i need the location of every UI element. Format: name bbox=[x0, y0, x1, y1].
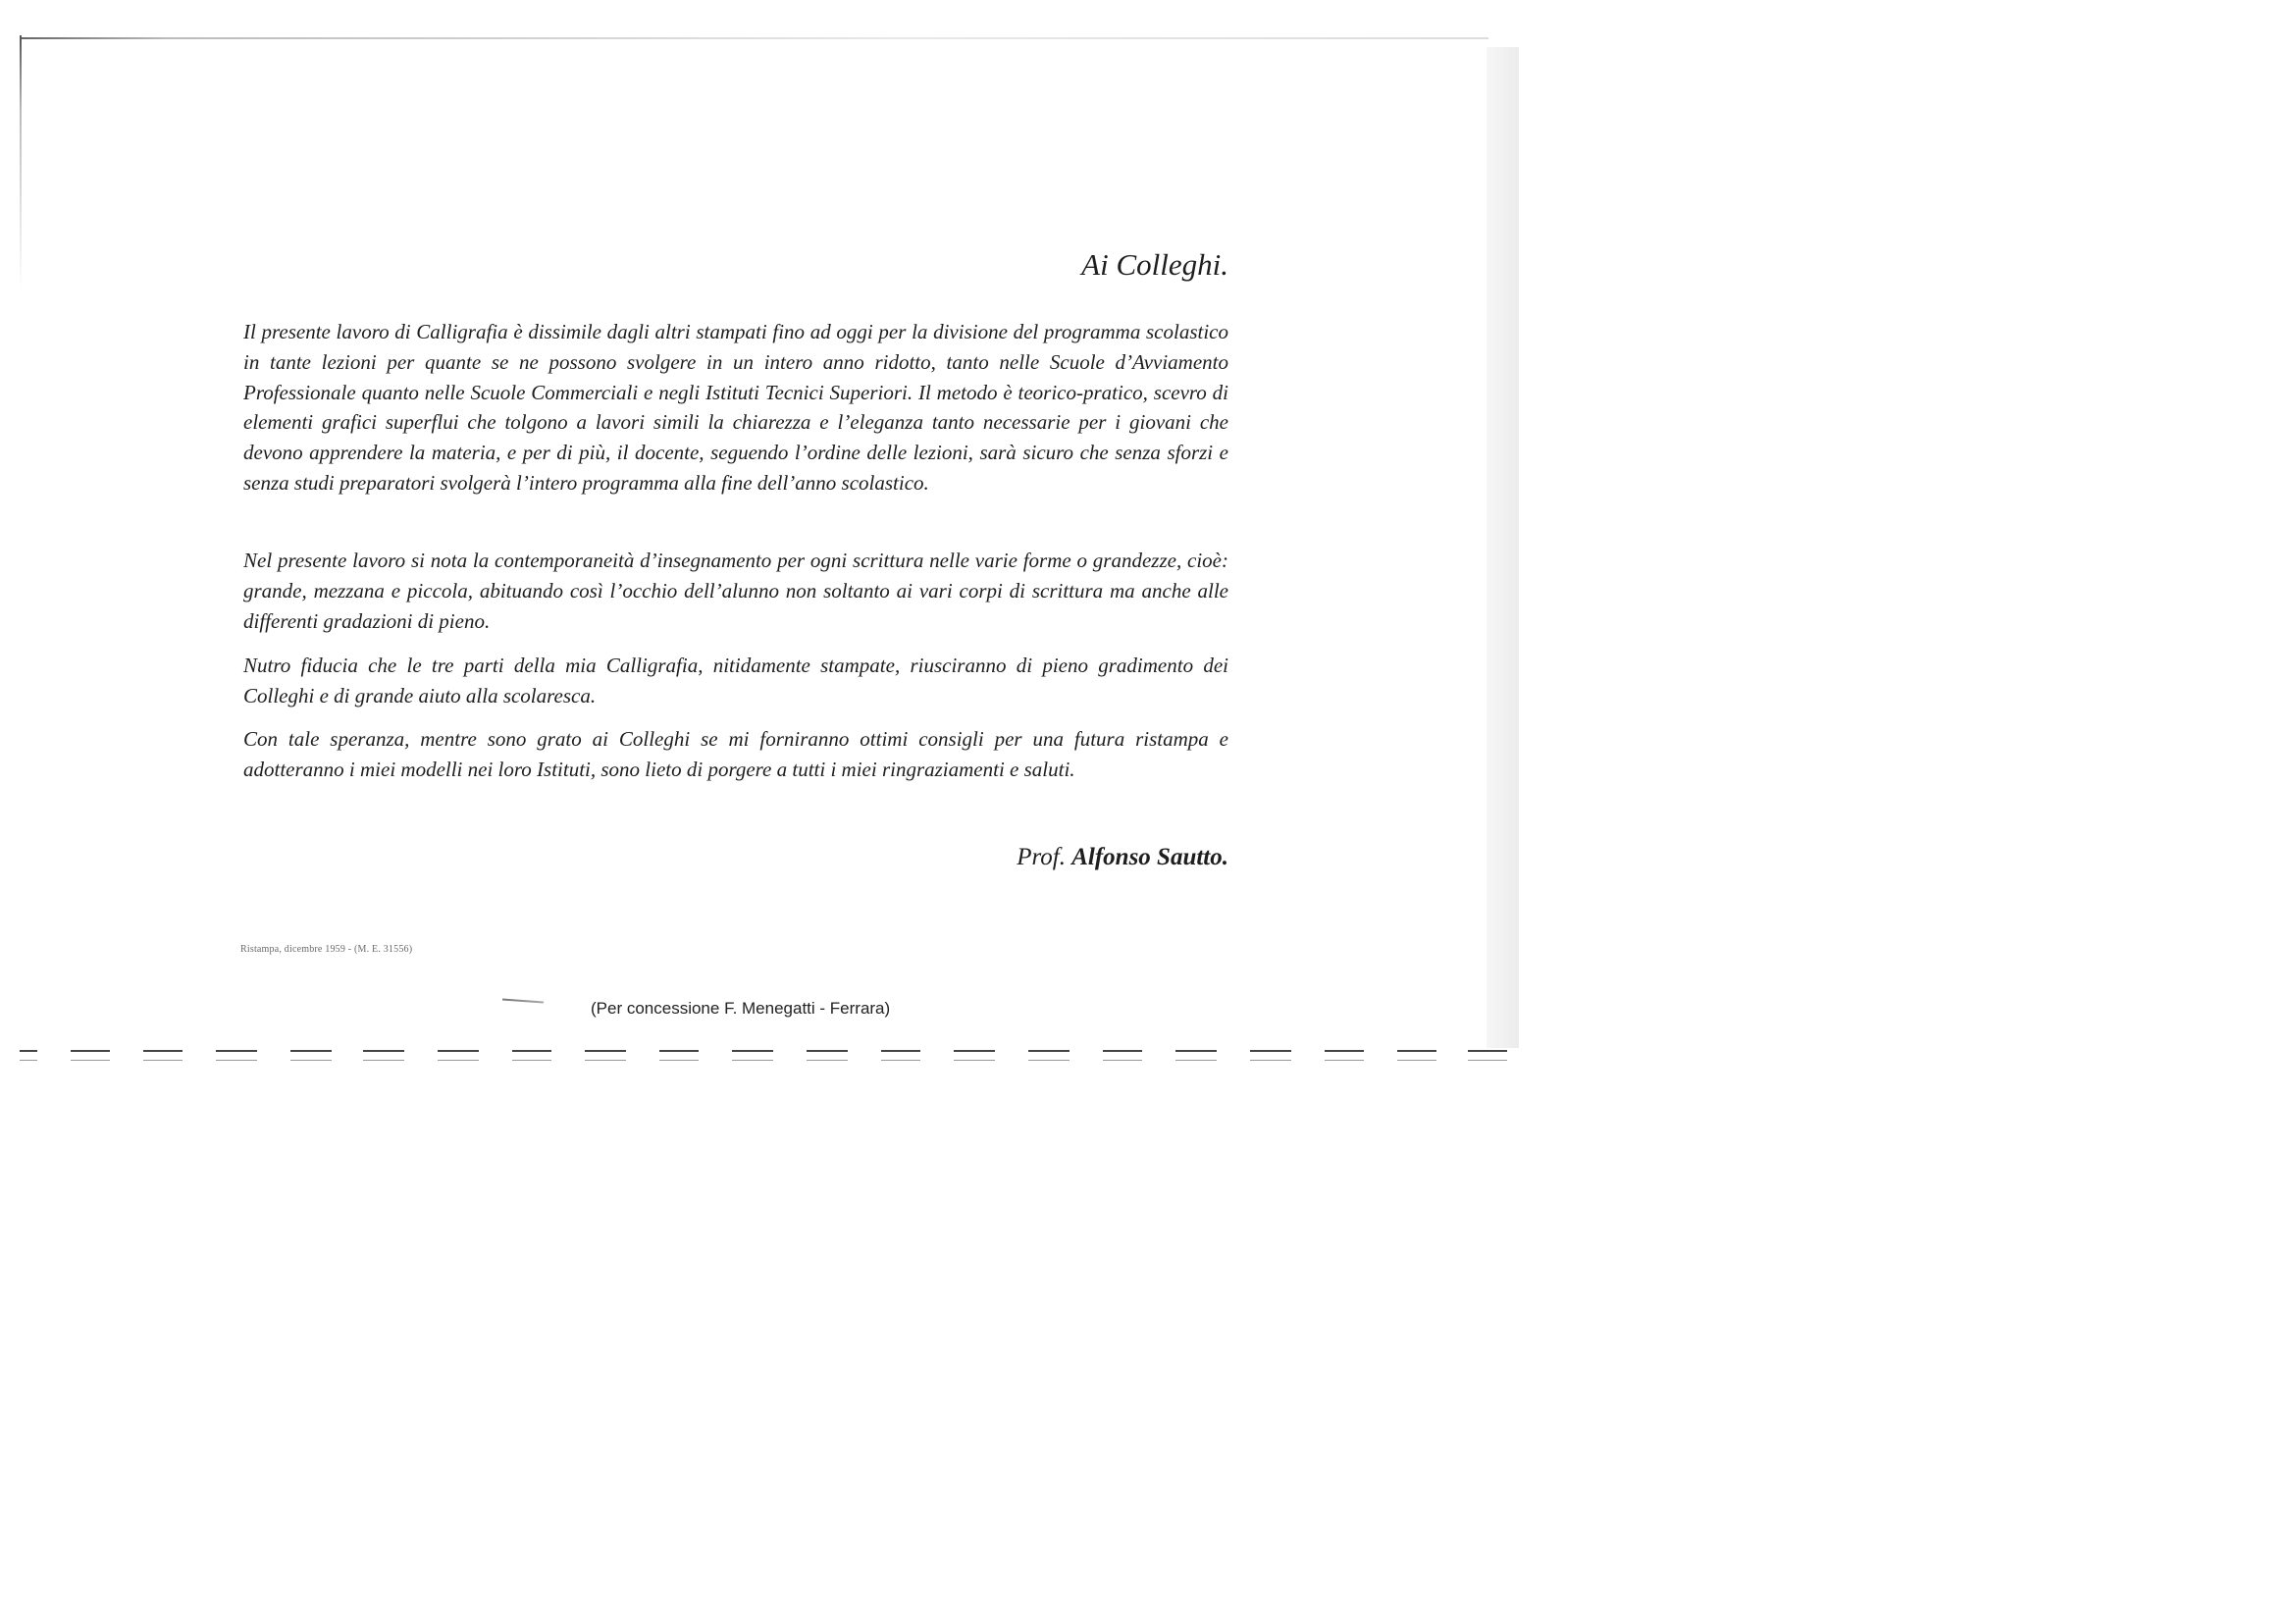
dash-segment bbox=[71, 1050, 110, 1052]
paragraph-1 bbox=[243, 317, 1228, 498]
reprint-note: Ristampa, dicembre 1959 - (M. E. 31556) bbox=[240, 944, 413, 955]
signature-title: Prof. bbox=[1017, 844, 1066, 870]
dash-segment bbox=[954, 1050, 995, 1052]
dash-segment bbox=[1325, 1050, 1364, 1052]
dash-segment bbox=[1103, 1050, 1142, 1052]
paragraph-text: Il presente lavoro di Calligrafia è dissimile dagli altri stampati fino ad oggi per la divisione del programma scolastico in tante lezioni per quante se ne possono svolgere in un intero anno ridotto, tanto nelle Scuole d’Avviamento Professionale quanto nelle Scuole Commerciali e negli Istituti Tecnici Superiori. Il metodo è teorico-pratico, scevro di elementi grafici superflui che tolgono a lavori simili la chiarezza e l’eleganza tanto necessarie per i giovani che devono apprendere la materia, e per di più, il docente, seguendo l’ordine delle lezioni, sarà sicuro che senza sforzi e senza studi preparatori svolgerà l’intero programma alla fine dell’anno scolastico. bbox=[243, 320, 1228, 495]
credit-line: (Per concessione F. Menegatti - Ferrara) bbox=[591, 999, 891, 1018]
dash-segment bbox=[881, 1050, 920, 1052]
salutation-heading: Ai Colleghi. bbox=[1081, 247, 1228, 282]
dash-segment bbox=[512, 1050, 551, 1052]
paragraph-4 bbox=[243, 724, 1228, 785]
scanned-page bbox=[0, 0, 1519, 1079]
scan-edge-shadow bbox=[1487, 47, 1519, 1048]
paragraph-2 bbox=[243, 546, 1228, 636]
dash-segment bbox=[363, 1050, 404, 1052]
dash-segment bbox=[143, 1050, 183, 1052]
signature bbox=[1017, 844, 1228, 871]
dash-segment bbox=[216, 1050, 257, 1052]
signature-name: Alfonso Sautto. bbox=[1071, 844, 1228, 870]
top-border-line bbox=[22, 37, 1488, 39]
dashed-cut-line bbox=[20, 1050, 1509, 1064]
left-border-mark bbox=[20, 35, 22, 290]
dash-segment bbox=[1468, 1050, 1507, 1052]
dash-segment bbox=[807, 1050, 848, 1052]
pen-stroke-mark bbox=[502, 999, 544, 1004]
paragraph-text: Nutro fiducia che le tre parti della mia Calligrafia, nitidamente stampate, riusciranno di pieno gradimento dei Colleghi e di grande aiuto alla scolaresca. bbox=[243, 654, 1228, 707]
dash-segment bbox=[1028, 1050, 1070, 1052]
dash-segment bbox=[438, 1050, 479, 1052]
dash-segment bbox=[659, 1050, 699, 1052]
dash-segment bbox=[1250, 1050, 1291, 1052]
dash-segment bbox=[1397, 1050, 1436, 1052]
dash-segment bbox=[732, 1050, 773, 1052]
paragraph-text: Con tale speranza, mentre sono grato ai Colleghi se mi forniranno ottimi consigli per una futura ristampa e adotteranno i miei modelli nei loro Istituti, sono lieto di porgere a tutti i miei ringraziamenti e saluti. bbox=[243, 727, 1228, 781]
dash-segment bbox=[585, 1050, 626, 1052]
dash-segment bbox=[20, 1050, 37, 1052]
paragraph-text: Nel presente lavoro si nota la contemporaneità d’insegnamento per ogni scrittura nelle varie forme o grandezze, cioè: grande, mezzana e piccola, abituando così l’occhio dell’alunno non soltanto ai vari corpi di scrittura ma anche alle differenti gradazioni di pieno. bbox=[243, 549, 1228, 633]
dash-segment bbox=[1175, 1050, 1217, 1052]
dash-segment bbox=[290, 1050, 332, 1052]
paragraph-3 bbox=[243, 651, 1228, 711]
